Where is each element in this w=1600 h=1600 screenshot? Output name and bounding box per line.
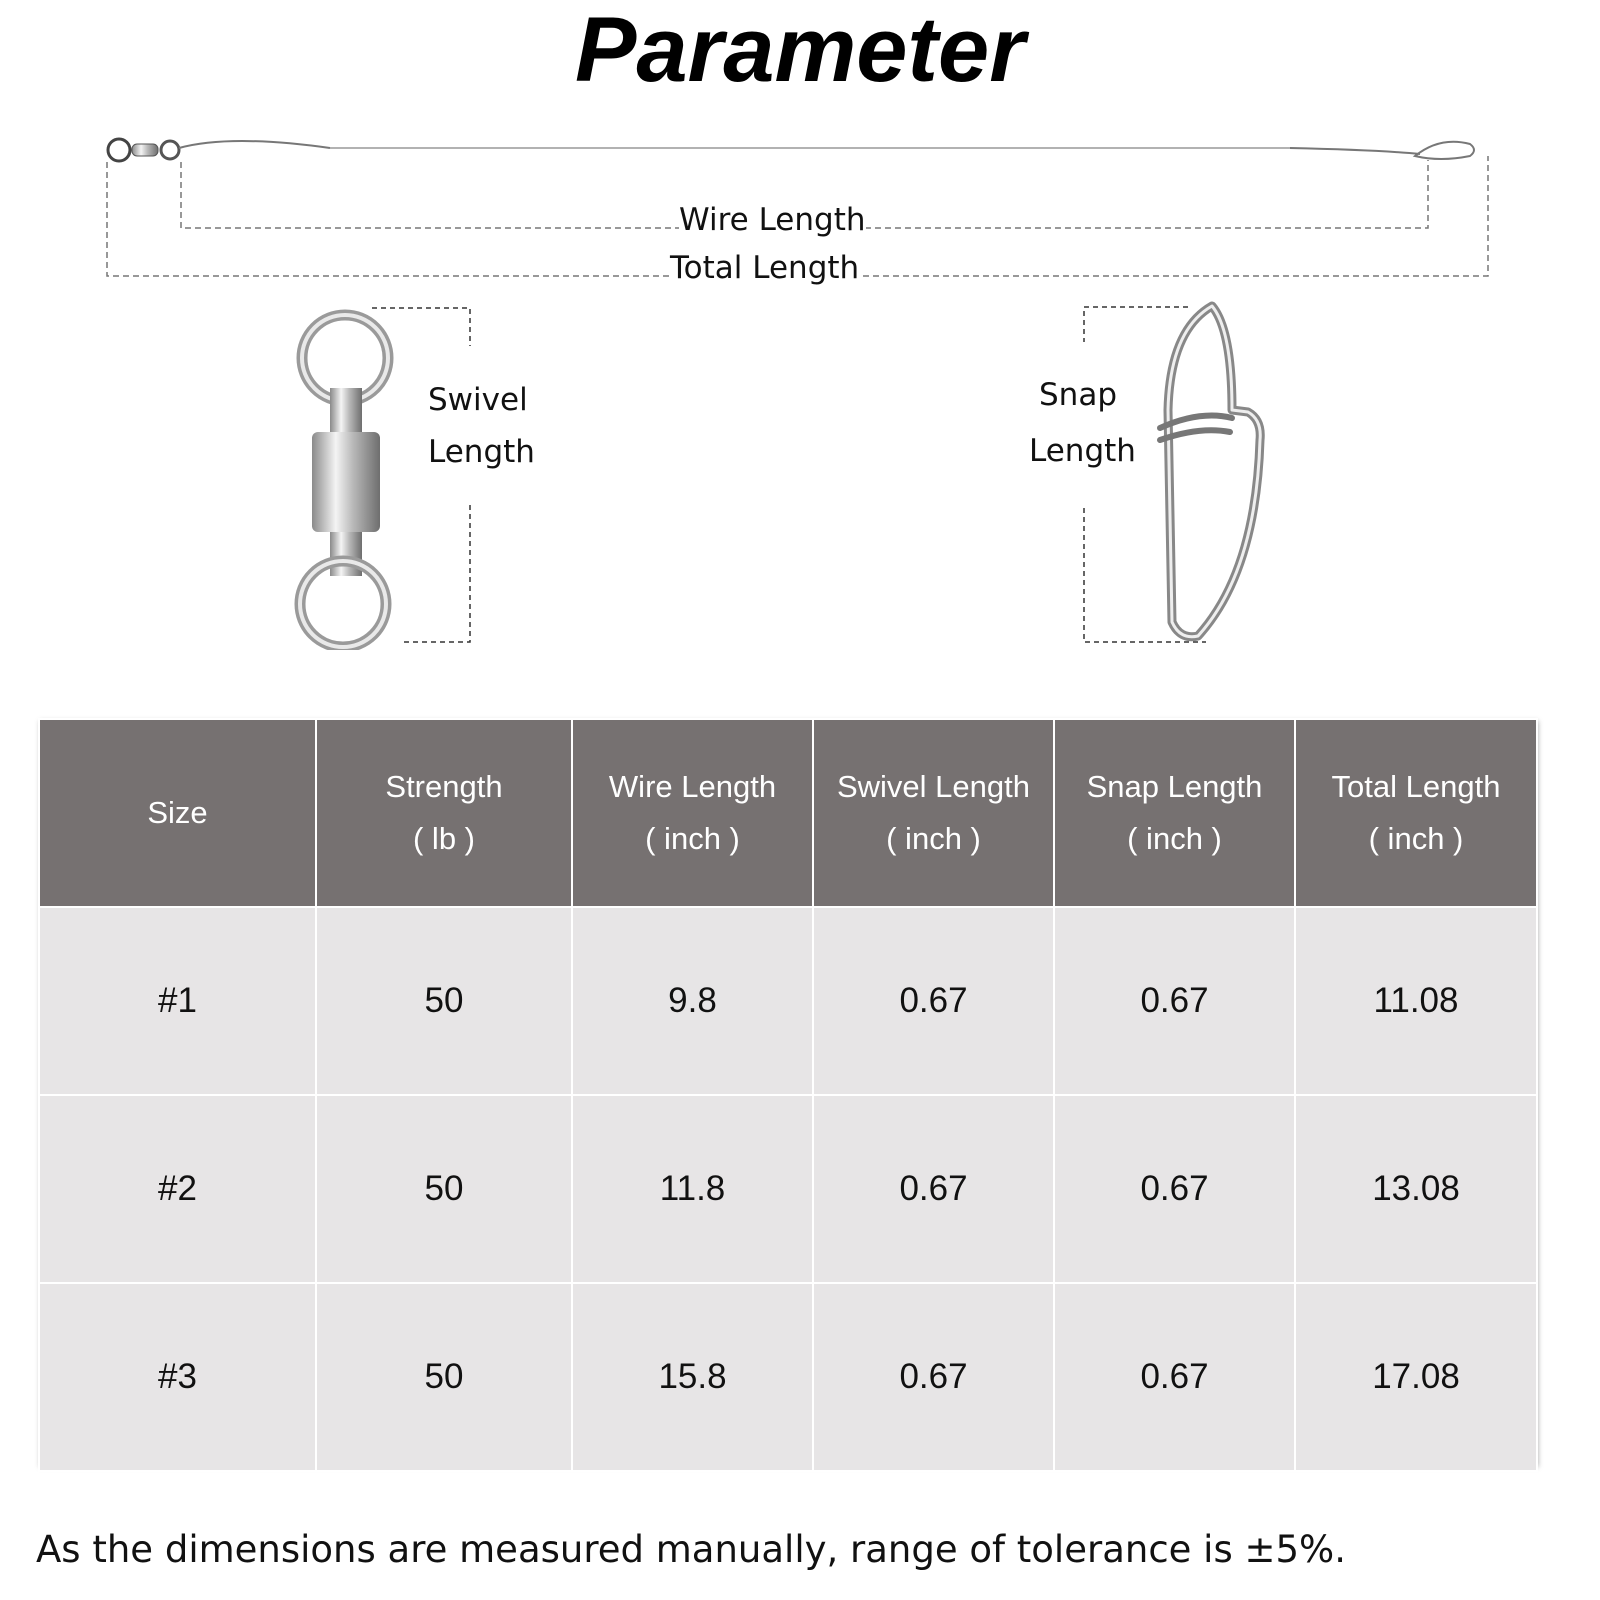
cell-strength: 50 [316, 1095, 572, 1283]
cell-snap-length: 0.67 [1054, 907, 1295, 1095]
cell-size: #3 [39, 1283, 316, 1471]
header-wire-length: Wire Length ( inch ) [572, 719, 813, 907]
snap-length-bracket [1084, 307, 1206, 642]
snap-length-label-line1: Snap [1039, 377, 1117, 413]
header-total-length: Total Length ( inch ) [1295, 719, 1537, 907]
snap-length-label-line2: Length [1029, 433, 1136, 469]
cell-total-length: 17.08 [1295, 1283, 1537, 1471]
leader-wire-icon [108, 139, 1474, 161]
cell-strength: 50 [316, 1283, 572, 1471]
wire-length-label: Wire Length [679, 202, 866, 238]
header-strength: Strength ( lb ) [316, 719, 572, 907]
parameter-table-container [38, 718, 1536, 1464]
cell-snap-length: 0.67 [1054, 1095, 1295, 1283]
header-snap-length: Snap Length ( inch ) [1054, 719, 1295, 907]
cell-wire-length: 15.8 [572, 1283, 813, 1471]
table-row [39, 1283, 1537, 1471]
table-row [39, 907, 1537, 1095]
dimension-diagram-graphic [0, 110, 1600, 650]
swivel-icon [300, 315, 388, 647]
header-size: Size [39, 719, 316, 907]
header-swivel-length: Swivel Length ( inch ) [813, 719, 1054, 907]
page-title: Parameter [574, 0, 1026, 101]
snap-icon [1160, 306, 1260, 637]
cell-size: #2 [39, 1095, 316, 1283]
parameter-table [38, 718, 1538, 1472]
cell-swivel-length: 0.67 [813, 1095, 1054, 1283]
cell-swivel-length: 0.67 [813, 907, 1054, 1095]
dimension-diagram [0, 110, 1600, 650]
cell-snap-length: 0.67 [1054, 1283, 1295, 1471]
swivel-length-label-line1: Swivel [428, 382, 528, 418]
swivel-length-label-line2: Length [428, 434, 535, 470]
cell-strength: 50 [316, 907, 572, 1095]
cell-swivel-length: 0.67 [813, 1283, 1054, 1471]
tolerance-note: As the dimensions are measured manually, range of tolerance is ±5%. [36, 1528, 1346, 1571]
table-header-row [39, 719, 1537, 907]
cell-total-length: 13.08 [1295, 1095, 1537, 1283]
table-row [39, 1095, 1537, 1283]
cell-size: #1 [39, 907, 316, 1095]
cell-wire-length: 9.8 [572, 907, 813, 1095]
total-length-label: Total Length [670, 250, 860, 286]
cell-total-length: 11.08 [1295, 907, 1537, 1095]
cell-wire-length: 11.8 [572, 1095, 813, 1283]
